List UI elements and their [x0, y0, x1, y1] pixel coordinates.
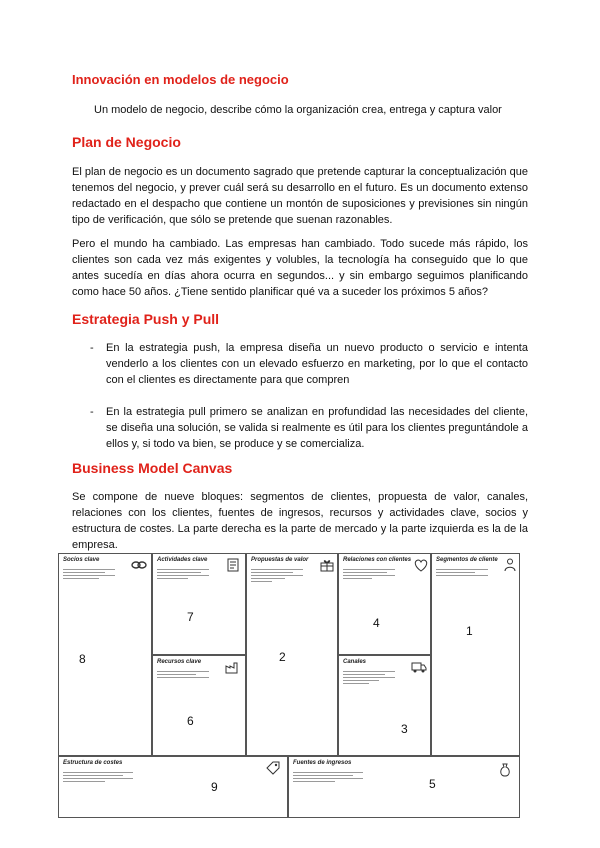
chain-link-icon	[131, 558, 147, 572]
bmc-propuestas-title: Propuestas de valor	[251, 557, 309, 563]
bmc-socios-clave	[58, 553, 152, 756]
bmc-costes-title: Estructura de costes	[63, 760, 123, 766]
bmc-ingresos-lines	[293, 770, 363, 782]
money-bag-icon	[497, 763, 513, 777]
heading-plan-negocio: Plan de Negocio	[72, 134, 181, 150]
factory-icon	[225, 660, 241, 674]
heading-business-model-canvas: Business Model Canvas	[72, 460, 233, 476]
bmc-ingresos-number: 5	[429, 777, 436, 791]
bmc-estructura-costes	[58, 756, 288, 818]
innovacion-text: Un modelo de negocio, describe cómo la organización crea, entrega y captura valor	[94, 104, 502, 116]
bmc-actividades-clave	[152, 553, 246, 655]
bmc-recursos-number: 6	[187, 714, 194, 728]
estrategia-pull-item: - En la estrategia pull primero se analizan en profundidad las necesidades del cliente, se diseña una solución, se valida si realmente es útil para los clientes preguntándole a ellos y, si todo va bien, se produce y se comercializa.	[72, 404, 528, 452]
truck-icon	[411, 660, 427, 674]
bmc-relaciones-clientes	[338, 553, 431, 655]
plan-paragraph-1: El plan de negocio es un documento sagrado que pretende capturar la conceptualización que tenemos del negocio, y prever cuál será su desarrollo en el futuro. Es un documento extenso redactado en el despacho que contiene un montón de suposiciones y previsiones sin ningún tipo de verificación, que sólo se pretende que suenan razonables.	[72, 166, 528, 226]
bmc-propuestas-lines	[251, 567, 303, 582]
heart-icon	[413, 558, 429, 572]
bmc-relaciones-lines	[343, 567, 395, 579]
bmc-costes-number: 9	[211, 780, 218, 794]
bmc-canales-title: Canales	[343, 659, 367, 665]
bmc-relaciones-number: 4	[373, 616, 380, 630]
bmc-socios-number: 8	[79, 652, 86, 666]
bmc-actividades-number: 7	[187, 610, 194, 624]
business-model-canvas	[58, 553, 520, 818]
price-tag-icon	[265, 761, 281, 775]
estrategia-list	[72, 340, 528, 452]
bmc-actividades-lines	[157, 567, 209, 579]
gift-icon	[319, 558, 335, 572]
heading-estrategia: Estrategia Push y Pull	[72, 311, 220, 327]
checklist-icon	[225, 558, 241, 572]
heading-innovacion: Innovación en modelos de negocio	[72, 72, 289, 87]
estrategia-push-item: - En la estrategia push, la empresa diseña un nuevo producto o servicio e intenta venderlo a los clientes con un elevado esfuerzo en marketing, por lo que el contacto con el clientes es directamente para que compren	[72, 340, 528, 388]
bmc-actividades-title: Actividades clave	[157, 557, 208, 563]
bmc-segmentos-title: Segmentos de cliente	[436, 557, 498, 563]
bmc-ingresos-title: Fuentes de ingresos	[293, 760, 352, 766]
bmc-propuestas-valor	[246, 553, 338, 756]
bmc-canales-lines	[343, 669, 395, 684]
person-icon	[502, 558, 518, 572]
bmc-fuentes-ingresos	[288, 756, 520, 818]
bmc-canales	[338, 655, 431, 756]
canvas-text: Se compone de nueve bloques: segmentos de clientes, propuesta de valor, canales, relaciones con los clientes, fuentes de ingresos, recursos y actividades clave, socios y estructura de costes. La parte derecha es la parte de mercado y la parte izquierda es la de la empresa.	[72, 491, 528, 551]
bmc-relaciones-title: Relaciones con clientes	[343, 557, 412, 563]
bmc-socios-title: Socios clave	[63, 557, 100, 563]
bmc-recursos-clave	[152, 655, 246, 756]
bmc-propuestas-number: 2	[279, 650, 286, 664]
bmc-segmentos-number: 1	[466, 624, 473, 638]
bmc-socios-lines	[63, 567, 115, 579]
bmc-recursos-lines	[157, 669, 209, 678]
bmc-costes-lines	[63, 770, 133, 782]
plan-paragraph-2: Pero el mundo ha cambiado. Las empresas han cambiado. Todo sucede más rápido, los clientes son cada vez más exigentes y volubles, la tecnología ha conseguido que lo que antes sucedía en días ahora ocurra en segundos... y sin embargo seguimos planificando como hace 50 años. ¿Tiene sentido planificar qué va a suceder los próximos 5 años?	[72, 238, 528, 298]
bmc-recursos-title: Recursos clave	[157, 659, 202, 665]
bmc-canales-number: 3	[401, 722, 408, 736]
bmc-segmentos-cliente	[431, 553, 520, 756]
bmc-segmentos-lines	[436, 567, 488, 576]
